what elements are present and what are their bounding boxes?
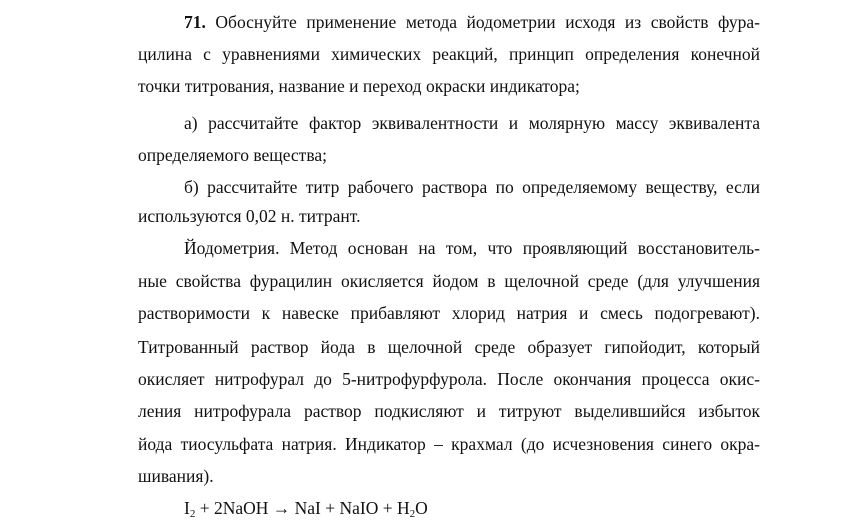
eq-hydrogen-sub: 2 bbox=[409, 508, 416, 520]
part-b-line-1: б) рассчитайте титр рабочего раствора по определяемому веществу, если bbox=[184, 177, 760, 197]
answer-line-2: ные свойства фурацилин окисляется йодом в щелочной среде (для улучшения bbox=[138, 271, 760, 291]
task-line-1 bbox=[138, 12, 760, 32]
part-a-line-2: определяемого вещества; bbox=[138, 145, 327, 165]
answer-line-8: шивания). bbox=[138, 466, 214, 486]
reaction-equation bbox=[138, 498, 760, 518]
answer-line-5: окисляет нитрофурал до 5-нитрофурфурола. После окончания процесса окис- bbox=[138, 369, 760, 389]
task-number: 71. bbox=[184, 12, 206, 32]
answer-line-6: ления нитрофурала раствор подкисляют и титруют выделившийся избыток bbox=[138, 401, 760, 421]
eq-iodine: I bbox=[184, 498, 190, 518]
part-b-line-2: используются 0,02 н. титрант. bbox=[138, 206, 361, 226]
answer-line-3: растворимости к навеске прибавляют хлорид натрия и смесь подогревают). bbox=[138, 303, 760, 323]
task-line-2: цилина с уравнениями химических реакций, принцип определения конечной bbox=[138, 44, 760, 64]
task-text: Обоснуйте применение метода йодометрии исходя из свойств фура- bbox=[215, 12, 760, 32]
part-a-line-1: а) рассчитайте фактор эквивалентности и молярную массу эквивалента bbox=[184, 113, 760, 133]
task-line-3: точки титрования, название и переход окраски индикатора; bbox=[138, 76, 580, 96]
eq-iodine-sub: 2 bbox=[189, 508, 196, 520]
eq-end: O bbox=[415, 498, 428, 518]
eq-middle: + 2NaOH → NaI + NaIO + H bbox=[195, 498, 410, 518]
answer-line-4: Титрованный раствор йода в щелочной среде образует гипойодит, который bbox=[138, 337, 760, 357]
answer-line-7: йода тиосульфата натрия. Индикатор – крахмал (до исчезновения синего окра- bbox=[138, 434, 760, 454]
answer-line-1: Йодометрия. Метод основан на том, что проявляющий восстановитель- bbox=[184, 238, 760, 258]
